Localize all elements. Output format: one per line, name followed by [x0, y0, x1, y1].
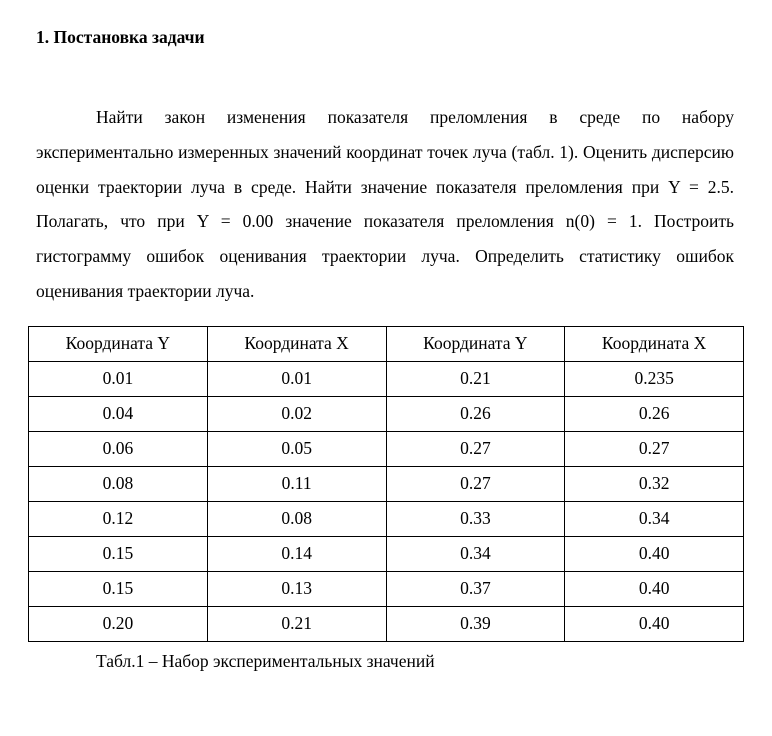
table-cell: 0.21	[207, 606, 386, 641]
table-cell: 0.14	[207, 536, 386, 571]
table-cell: 0.12	[29, 501, 208, 536]
table-cell: 0.05	[207, 431, 386, 466]
table-cell: 0.26	[386, 396, 565, 431]
table-body	[29, 361, 744, 641]
table-cell: 0.21	[386, 361, 565, 396]
table-cell: 0.04	[29, 396, 208, 431]
table-header-row	[29, 326, 744, 361]
table-row	[29, 431, 744, 466]
table-row	[29, 396, 744, 431]
table-cell: 0.235	[565, 361, 744, 396]
table-cell: 0.32	[565, 466, 744, 501]
table-caption: Табл.1 – Набор экспериментальных значений	[96, 650, 435, 671]
column-header: Координата X	[565, 326, 744, 361]
table-cell: 0.20	[29, 606, 208, 641]
table-cell: 0.27	[386, 466, 565, 501]
table-cell: 0.13	[207, 571, 386, 606]
table-row	[29, 466, 744, 501]
column-header: Координата Y	[29, 326, 208, 361]
table-cell: 0.27	[565, 431, 744, 466]
table-cell: 0.01	[29, 361, 208, 396]
table-cell: 0.39	[386, 606, 565, 641]
section-heading: 1. Постановка задачи	[36, 27, 205, 47]
table-row	[29, 361, 744, 396]
experimental-values-table	[28, 326, 744, 642]
table-row	[29, 606, 744, 641]
task-description-paragraph: Найти закон изменения показателя преломления в среде по набору экспериментально измеренных значений координат точек луча (табл. 1). Оценить дисперсию оценки траектории луча в среде. Найти значение показателя преломления при Y = 2.5. Полагать, что при Y = 0.00 значение показателя преломления n(0) = 1. Построить гистограмму ошибок оценивания траектории луча. Определить статистику ошибок оценивания траектории луча.	[36, 107, 734, 301]
table-cell: 0.02	[207, 396, 386, 431]
column-header: Координата Y	[386, 326, 565, 361]
table-cell: 0.37	[386, 571, 565, 606]
table-cell: 0.06	[29, 431, 208, 466]
table-cell: 0.08	[207, 501, 386, 536]
table-cell: 0.08	[29, 466, 208, 501]
table-cell: 0.40	[565, 571, 744, 606]
table-cell: 0.40	[565, 606, 744, 641]
table-cell: 0.40	[565, 536, 744, 571]
table-cell: 0.34	[565, 501, 744, 536]
table-cell: 0.01	[207, 361, 386, 396]
table-cell: 0.27	[386, 431, 565, 466]
table-cell: 0.34	[386, 536, 565, 571]
table-row	[29, 536, 744, 571]
table-row	[29, 501, 744, 536]
table-cell: 0.11	[207, 466, 386, 501]
table-header	[29, 326, 744, 361]
table-row	[29, 571, 744, 606]
table-cell: 0.26	[565, 396, 744, 431]
table-cell: 0.33	[386, 501, 565, 536]
table-cell: 0.15	[29, 536, 208, 571]
column-header: Координата X	[207, 326, 386, 361]
table-cell: 0.15	[29, 571, 208, 606]
